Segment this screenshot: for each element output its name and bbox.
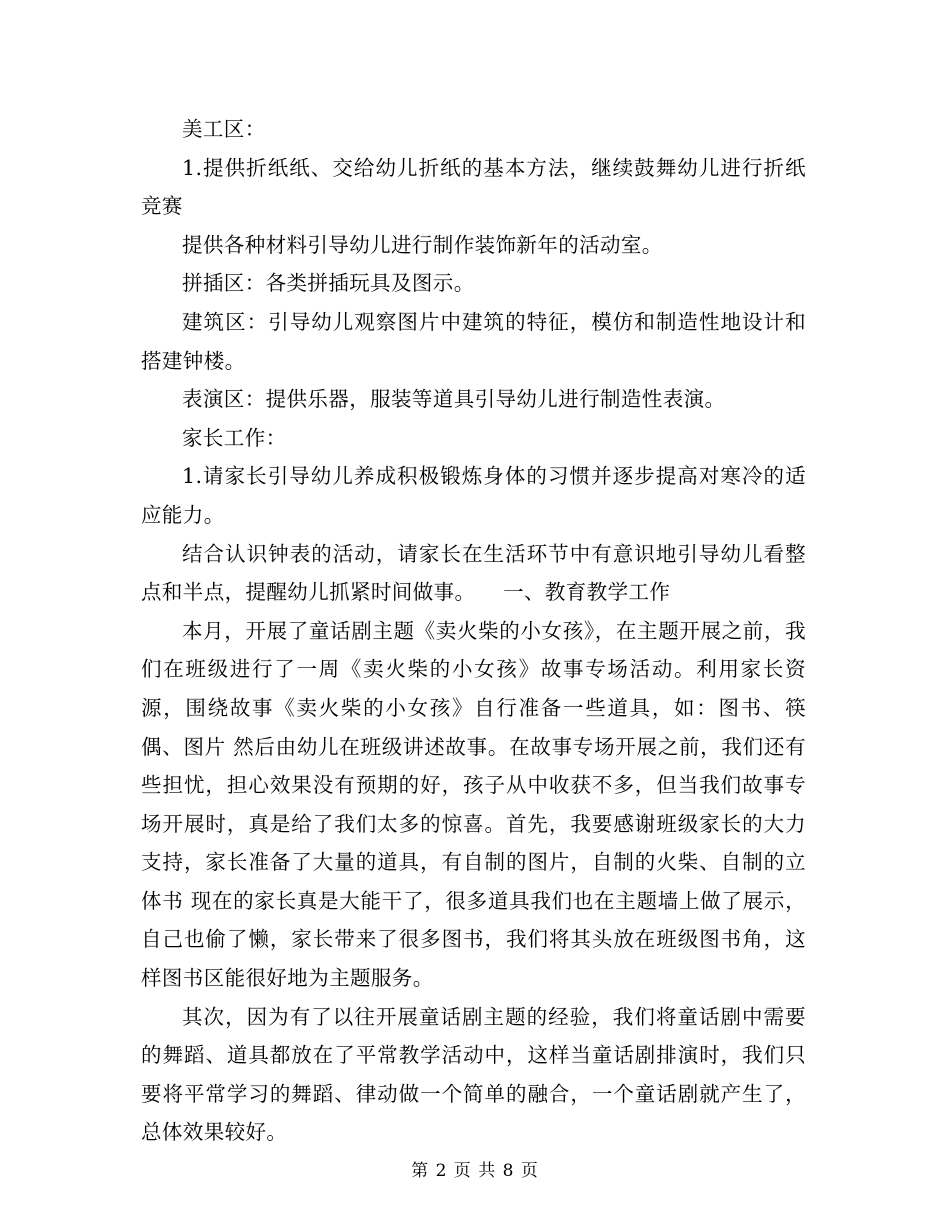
paragraph-materials: 提供各种材料引导幼儿进行制作装饰新年的活动室。 [182,232,663,257]
paragraph-parent-exercise: 1.请家长引导幼儿养成积极锻炼身体的习惯并逐步提高对寒冷的适应能力。 [141,464,806,527]
paragraph-origami: 1.提供折纸纸、交给幼儿折纸的基本方法，继续鼓舞幼儿进行折纸竞赛 [141,155,806,219]
paragraph-drama-experience: 其次，因为有了以往开展童话剧主题的经验，我们将童话剧中需要的舞蹈、道具都放在了平常教学活动中，这样当童话剧排演时，我们只要将平常学习的舞蹈、律动做一个简单的融合，一个童话剧就产生了，总体效果较好。 [141,1004,806,1145]
document-body [141,110,806,1152]
paragraph-art-area-heading: 美工区： [182,117,266,141]
paragraph-building-area: 建筑区：引导幼儿观察图片中建筑的特征，模仿和制造性地设计和搭建钟楼。 [141,309,806,373]
paragraph-performance-area: 表演区：提供乐器，服装等道具引导幼儿进行制造性表演。 [182,387,726,412]
paragraph-clock-activity: 结合认识钟表的活动，请家长在生活环节中有意识地引导幼儿看整点和半点，提醒幼儿抓紧时间做事。 一、教育教学工作 [141,541,806,605]
paragraph-insert-area: 拼插区：各类拼插玩具及图示。 [182,271,475,296]
paragraph-parent-work-heading: 家长工作： [182,425,287,450]
page-number-footer: 第 2 页 共 8 页 [411,1161,539,1181]
paragraph-fairy-tale-theme: 本月，开展了童话剧主题《卖火柴的小女孩》，在主题开展之前，我们在班级进行了一周《卖火柴的小女孩》故事专场活动。利用家长资源，围绕故事《卖火柴的小女孩》自行准备一些道具，如：图书、筷偶、图片 然后由幼儿在班级讲述故事。在故事专场开展之前，我们还有些担忧，担心效果没有预期的好，孩子从中收获不多，但当我们故事专场开展时，真是给了我们太多的惊喜。首先，我要感谢班级家长的大力支持，家长准备了大量的道具，有自制的图片，自制的火柴、自制的立体书 现在的家长真是大能干了，很多道具我们也在主题墙上做了展示，自己也偷了懒，家长带来了很多图书，我们将其头放在班级图书角，这样图书区能很好地为主题服务。 [141,618,806,991]
